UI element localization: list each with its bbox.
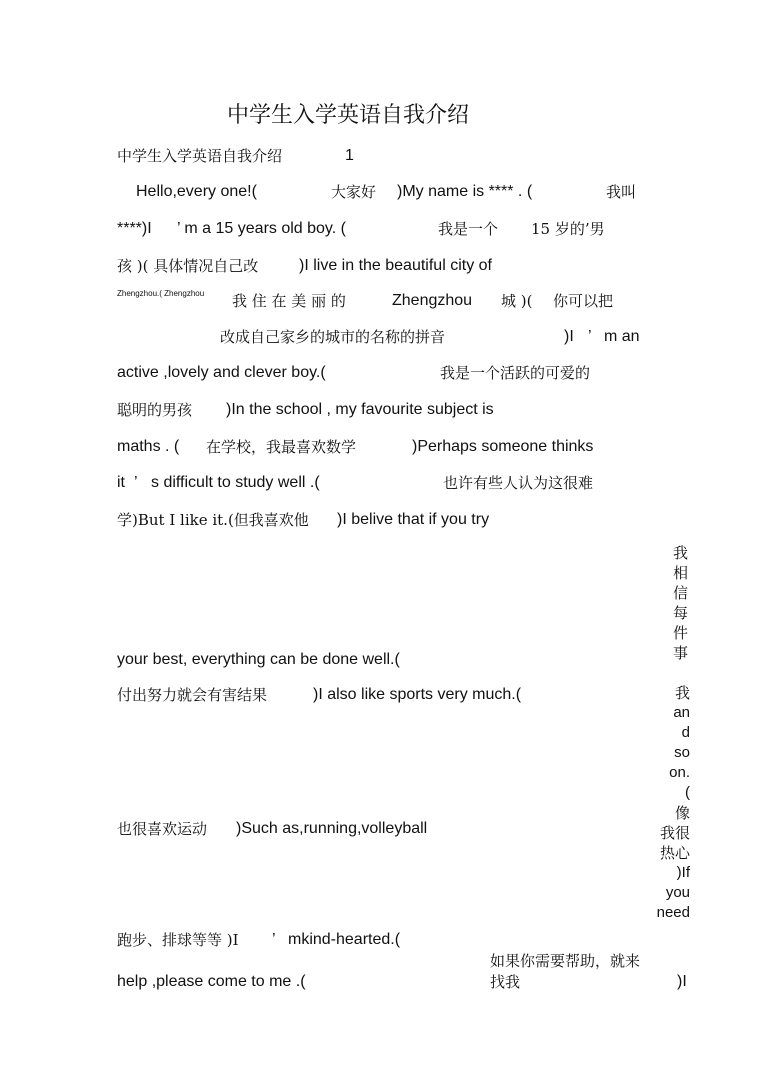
line2-cn1: 我是一个 <box>438 220 499 238</box>
line11-en1: your best, everything can be done well.( <box>117 651 400 668</box>
line4-small: Zhengzhou.( Zhengzhou <box>117 289 205 298</box>
line15-en1: help ,please come to me .( <box>117 973 306 990</box>
line3-cn1: 孩 )( 具体情况自己改 <box>117 257 259 275</box>
line5-en2: ’ <box>588 328 592 345</box>
line8-cn1: 在学校，我最喜欢数学 <box>206 438 357 456</box>
line1-cn1: 大家好 <box>331 183 377 201</box>
vertical-text-column-2: 我 an d so on. ( 像 我很 热心 )If you need <box>656 684 690 921</box>
line4-en1: Zhengzhou <box>392 292 473 309</box>
line12-cn1: 付出努力就会有害结果 <box>117 686 268 704</box>
line15-cn1: 如果你需要帮助，就来 <box>490 952 641 970</box>
line7-cn1: 聪明的男孩 <box>117 401 193 419</box>
line5-en3: m an <box>604 328 640 345</box>
line5-en1: )I <box>564 328 574 345</box>
line14-en2: mkind-hearted.( <box>288 931 401 948</box>
line9-en1: it <box>117 474 125 491</box>
line9-en3: s difficult to study well .( <box>151 474 320 491</box>
line7-en1: )In the school , my favourite subject is <box>226 401 494 418</box>
line8-en2: )Perhaps someone thinks <box>412 438 594 455</box>
line9-cn1: 也许有些人认为这很难 <box>443 474 594 492</box>
line3-en1: )I live in the beautiful city of <box>299 257 492 274</box>
line10-en1: )I belive that if you try <box>337 511 490 528</box>
line15-en2: )I <box>677 973 687 990</box>
document-title: 中学生入学英语自我介绍 <box>227 103 470 128</box>
line5-cn1: 改成自己家乡的城市的名称的拼音 <box>220 328 446 346</box>
line1-cn2: 我叫 <box>606 183 637 201</box>
line1-en2: )My name is **** . ( <box>397 183 533 200</box>
line2-cn2: 15 岁的’男 <box>531 220 605 238</box>
subtitle-number: 1 <box>345 147 354 164</box>
line4-cn1: 我 住 在 美 丽 的 <box>232 292 346 310</box>
line14-cn1: 跑步、排球等等 )I <box>117 931 239 949</box>
line1-en1: Hello,every one!( <box>136 183 257 200</box>
line13-en1: )Such as,running,volleyball <box>236 820 428 837</box>
line14-en1: ’ <box>272 931 276 948</box>
line13-cn1: 也很喜欢运动 <box>117 820 208 838</box>
line2-en1: ****)I <box>117 220 152 237</box>
line4-cn3: 你可以把 <box>553 292 614 310</box>
line10-cn1: 学)But I like it.(但我喜欢他 <box>117 511 309 529</box>
line6-cn1: 我是一个活跃的可爱的 <box>440 364 591 382</box>
line9-en2: ’ <box>134 474 138 491</box>
line12-en1: )I also like sports very much.( <box>313 686 522 703</box>
vertical-text-column-1: 我 相 信 每 件 事 <box>672 544 688 662</box>
line4-cn2: 城 )( <box>501 292 533 310</box>
subtitle: 中学生入学英语自我介绍 <box>117 147 283 165</box>
line15-cn2: 找我 <box>490 973 521 991</box>
line2-en2: ’ m a 15 years old boy. ( <box>177 220 346 237</box>
line8-en1: maths . ( <box>117 438 180 455</box>
line6-en1: active ,lovely and clever boy.( <box>117 364 326 381</box>
